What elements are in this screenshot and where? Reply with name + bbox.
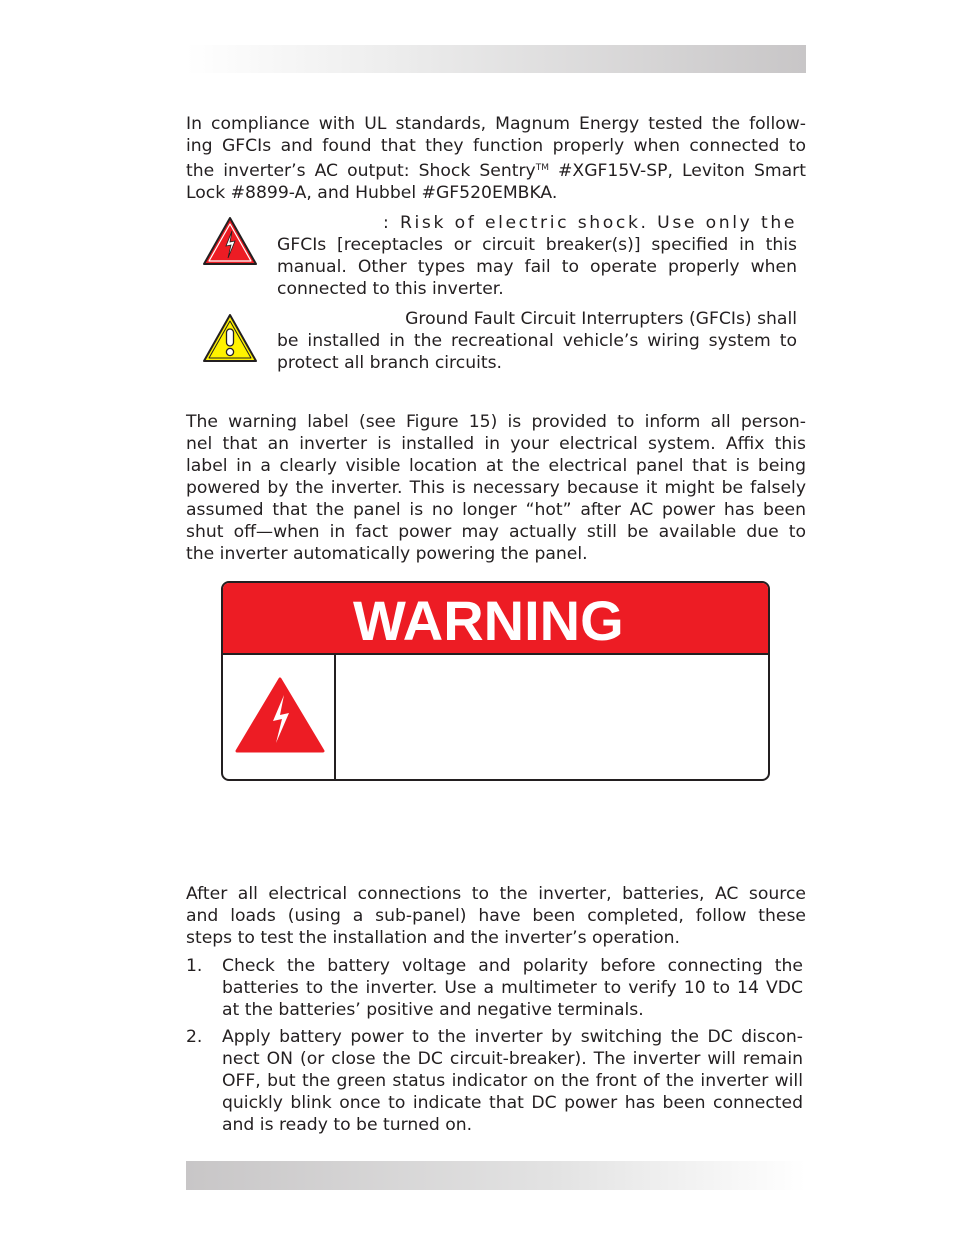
footer-gradient-bar [186,1161,806,1190]
text-line [277,308,797,330]
text-line: Lock #8899-A, and Hubbel #GF520EMBKA. [186,183,558,203]
text-segment: the inverter’s AC output: Shock Sentry [186,161,536,181]
text-line-with-trademark [186,157,806,182]
step-number: 2. [186,1027,203,1047]
gfci-info-note [277,308,797,374]
text-line: Apply battery power to the inverter by switching the DC discon- [222,1027,803,1047]
label-divider [334,653,336,779]
warning-label-figure [221,581,770,781]
gfci-compliance-paragraph [186,113,806,204]
text-line: steps to test the installation and the inverter’s operation. [186,928,681,948]
text-line: Check the battery voltage and polarity before connecting the [222,956,803,976]
text-line: batteries to the inverter. Use a multimeter to verify 10 to 14 VDC [222,978,803,998]
text-line: powered by the inverter. This is necessary because it might be falsely [186,478,806,498]
text-line: be installed in the recreational vehicle’s wiring system to [277,331,797,351]
text-line: quickly blink once to indicate that DC power has been connected [222,1093,803,1113]
text-line: the inverter automatically powering the panel. [186,544,588,564]
installation-test-paragraph [186,883,806,949]
text-line [277,212,797,234]
text-line: assumed that the panel is no longer “hot” after AC power has been [186,500,806,520]
text-line: ing GFCIs and found that they function properly when connected to [186,136,806,156]
text-line: and is ready to be turned on. [222,1115,473,1135]
text-line: protect all branch circuits. [277,353,503,373]
text-line: nel that an inverter is installed in your electrical system. Affix this [186,434,806,454]
step-body [222,955,803,1021]
text-line: The warning label (see Figure 15) is provided to inform all person- [186,412,806,432]
header-gradient-bar [186,45,806,73]
step-number: 1. [186,956,203,976]
electric-shock-warning-icon [201,215,259,267]
text-segment: Ground Fault Circuit Interrupters (GFCIs) shall [405,309,797,329]
text-line: shut off—when in fact power may actually still be available due to [186,522,806,542]
text-line: manual. Other types may fail to operate properly when [277,257,797,277]
text-line: at the batteries’ positive and negative terminals. [222,1000,644,1020]
text-line: OFF, but the green status indicator on the front of the inverter will [222,1071,803,1091]
text-line: connected to this inverter. [277,279,504,299]
text-line: and loads (using a sub-panel) have been completed, follow these [186,906,806,926]
text-line: label in a clearly visible location at the electrical panel that is being [186,456,806,476]
warning-label-paragraph [186,411,806,565]
trademark-symbol: TM [535,163,549,173]
warning-heading: WARNING [353,589,624,652]
text-line: After all electrical connections to the inverter, batteries, AC source [186,884,806,904]
text-line: GFCIs [receptacles or circuit breaker(s)] specified in this [277,235,797,255]
text-segment: #XGF15V-SP, Leviton Smart [548,161,806,181]
shock-warning-note [277,212,797,300]
step-body [222,1026,803,1136]
caution-exclamation-icon [201,312,259,364]
text-line: In compliance with UL standards, Magnum Energy tested the follow- [186,114,806,134]
text-line: nect ON (or close the DC circuit-breaker). The inverter will remain [222,1049,803,1069]
text-segment: : Risk of electric shock. Use only the [383,213,797,233]
high-voltage-icon [233,675,327,755]
warning-label-header [223,583,768,655]
